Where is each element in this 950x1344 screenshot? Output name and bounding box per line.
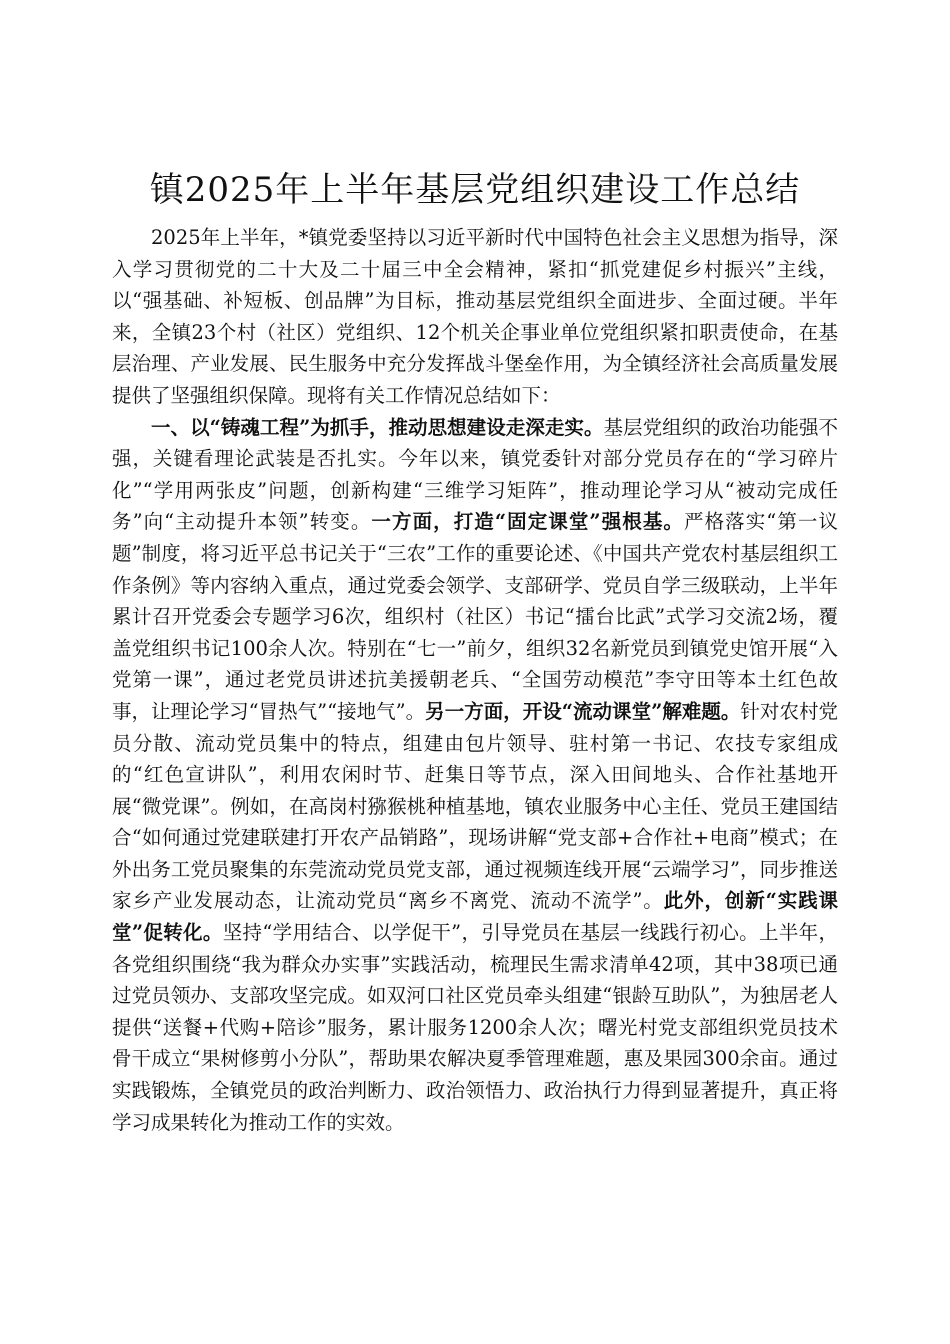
intro-paragraph: 2025年上半年，*镇党委坚持以习近平新时代中国特色社会主义思想为指导，深入学习贯彻党的二十大及二十届三中全会精神，紧扣“抓党建促乡村振兴”主线，以“强基础、补短板、创品牌”为目标，推动基层党组织全面进步、全面过硬。半年来，全镇23个村（社区）党组织、12个机关企事业单位党组织紧扣职责使命，在基层治理、产业发展、民生服务中充分发挥战斗堡垒作用，为全镇经济社会高质量发展提供了坚强组织保障。现将有关工作情况总结如下： bbox=[112, 226, 838, 407]
section-1-subheading-2: 另一方面，开设“流动课堂”解难题。 bbox=[425, 699, 741, 723]
section-1-text-3: 针对农村党员分散、流动党员集中的特点，组建由包片领导、驻村第一书记、农技专家组成的“红色宣讲队”，利用农闲时节、赶集日等节点，深入田间地头、合作社基地开展“微党课”。例如，在高岗村猕猴桃种植基地，镇农业服务中心主任、党员王建国结合“如何通过党建联建打开农产品销路”，现场讲解“党支部+合作社+电商”模式；在外出务工党员聚集的东莞流动党员党支部，通过视频连线开展“云端学习”，同步推送家乡产业发展动态，让流动党员“离乡不离党、流动不流学”。 bbox=[112, 699, 838, 913]
section-1-paragraph bbox=[112, 412, 838, 1139]
section-1-heading: 一、以“铸魂工程”为抓手，推动思想建设走深走实。 bbox=[151, 415, 604, 439]
section-1-text-2: 严格落实“第一议题”制度，将习近平总书记关于“三农”工作的重要论述、《中国共产党农村基层组织工作条例》等内容纳入重点，通过党委会领学、支部研学、党员自学三级联动，上半年累计召开党委会专题学习6次，组织村（社区）书记“擂台比武”式学习交流2场，覆盖党组织书记100余人次。特别在“七一”前夕，组织32名新党员到镇党史馆开展“入党第一课”，通过老党员讲述抗美援朝老兵、“全国劳动模范”李守田等本土红色故事，让理论学习“冒热气”“接地气”。 bbox=[112, 510, 838, 723]
document-body bbox=[112, 222, 838, 1138]
section-1-text-4: 坚持“学用结合、以学促干”，引导党员在基层一线践行初心。上半年，各党组织围绕“我为群众办实事”实践活动，梳理民生需求清单42项，其中38项已通过党员领办、支部攻坚完成。如双河口社区党员牵头组建“银龄互助队”，为独居老人提供“送餐+代购+陪诊”服务，累计服务1200余人次；曙光村党支部组织党员技术骨干成立“果树修剪小分队”，帮助果农解决夏季管理难题，惠及果园300余亩。通过实践锻炼，全镇党员的政治判断力、政治领悟力、政治执行力得到显著提升，真正将学习成果转化为推动工作的实效。 bbox=[112, 921, 838, 1134]
section-1-subheading-3: 此外，创新“实践课堂”促转化。 bbox=[112, 889, 838, 945]
section-1-subheading-1: 一方面，打造“固定课堂”强根基。 bbox=[371, 510, 685, 534]
section-1-text-1: 基层党组织的政治功能强不强，关键看理论武装是否扎实。今年以来，镇党委针对部分党员存在的“学习碎片化”“学用两张皮”问题，创新构建“三维学习矩阵”，推动理论学习从“被动完成任务”向“主动提升本领”转变。 bbox=[112, 415, 838, 534]
document-title: 镇2025年上半年基层党组织建设工作总结 bbox=[149, 170, 801, 210]
